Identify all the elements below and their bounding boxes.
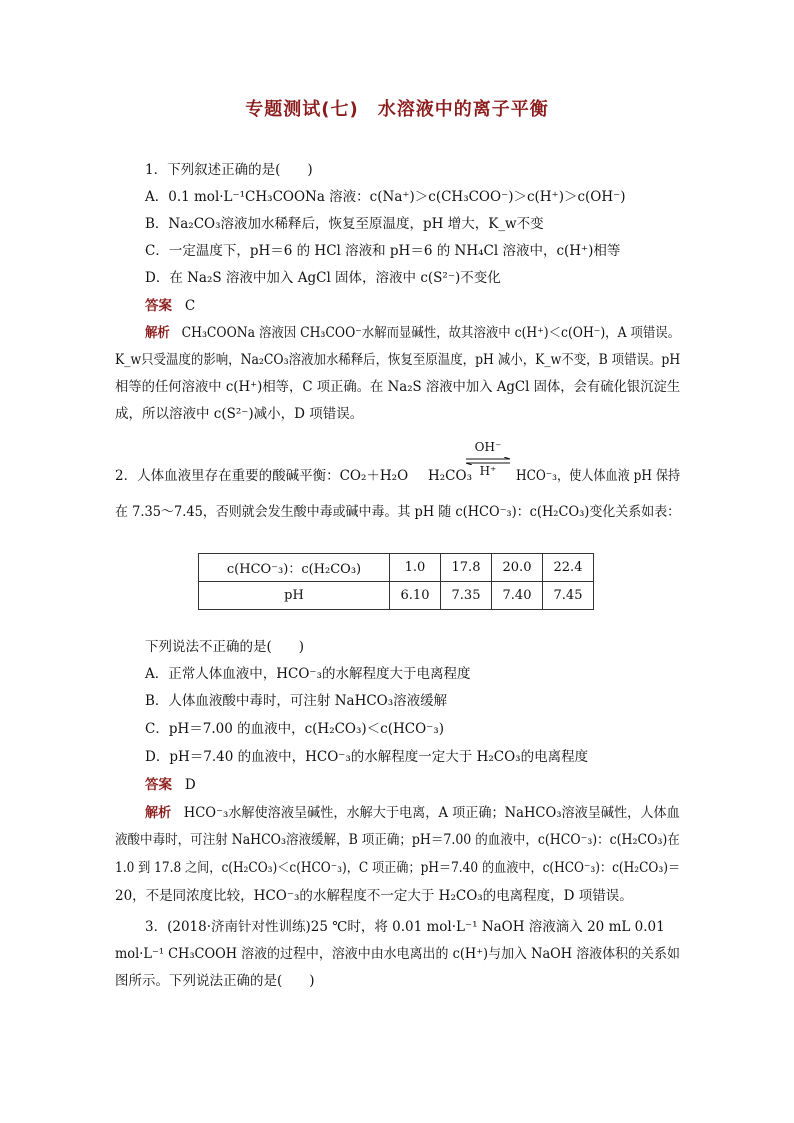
table-cell: 6.10 <box>390 582 441 610</box>
table-cell: 7.35 <box>441 582 492 610</box>
q2-option-a: A．正常人体血液中，HCO⁻₃的水解程度大于电离程度 <box>145 666 471 682</box>
q2-stem-line-1a: 2．人体血液里存在重要的酸碱平衡：CO₂＋H₂O <box>115 468 409 484</box>
q2-stem-line-3: 下列说法不正确的是( ) <box>145 639 305 655</box>
q1-stem: 1．下列叙述正确的是( ) <box>145 162 313 178</box>
q1-option-c: C．一定温度下，pH＝6 的 HCl 溶液和 pH＝6 的 NH₄Cl 溶液中，c(H⁺)相等 <box>145 243 621 259</box>
q1-analysis-line-2: K_w只受温度的影响，Na₂CO₃溶液加水稀释后，恢复至原温度，pH 减小，K_w不变，B 项错误。pH <box>115 352 681 368</box>
table-cell: 1.0 <box>390 554 441 582</box>
answer-label: 答案 <box>145 777 172 793</box>
q2-option-c: C．pH＝7.00 的血液中，c(H₂CO₃)＜c(HCO⁻₃) <box>145 721 444 737</box>
q2-option-b: B．人体血液酸中毒时，可注射 NaHCO₃溶液缓解 <box>145 693 448 709</box>
q3-stem-line-2: mol·L⁻¹ CH₃COOH 溶液的过程中，溶液中由水电离出的 c(H⁺)与加入 NaOH 溶液体积的关系如 <box>115 946 680 962</box>
q2-analysis-line-2: 液酸中毒时，可注射 NaHCO₃溶液缓解，B 项正确；pH＝7.00 的血液中，c(HCO⁻₃)：c(H₂CO₃)在 <box>115 832 680 848</box>
answer-label: 答案 <box>145 298 172 314</box>
q1-analysis-line-1 <box>145 323 680 343</box>
q1-answer <box>145 296 195 316</box>
table-cell: 20.0 <box>492 554 543 582</box>
arrow-bottom-label: H⁺ <box>479 464 497 478</box>
q3-stem-line-1: 3．(2018·济南针对性训练)25 ℃时，将 0.01 mol·L⁻¹ NaOH 溶液滴入 20 mL 0.01 <box>145 919 665 935</box>
page-title: 专题测试(七) 水溶液中的离子平衡 <box>245 99 549 120</box>
table-cell: 17.8 <box>441 554 492 582</box>
q2-stem-line-2: 在 7.35～7.45，否则就会发生酸中毒或碱中毒。其 pH 随 c(HCO⁻₃)：c(H₂CO₃)变化关系如表： <box>115 504 681 520</box>
answer-value: C <box>184 298 196 314</box>
table-header-ph: pH <box>199 582 390 610</box>
answer-value: D <box>184 777 196 793</box>
equilibrium-arrow <box>462 440 514 484</box>
q3-stem-line-3: 图所示。下列说法正确的是( ) <box>115 973 315 989</box>
q2-analysis-line-1 <box>145 803 680 823</box>
q2-analysis-line-3: 1.0 到 17.8 之间，c(H₂CO₃)＜c(HCO⁻₃)，C 项正确；pH＝7.40 的血液中，c(HCO⁻₃)：c(H₂CO₃)＝ <box>115 860 681 876</box>
q1-analysis-line-3: 相等的任何溶液中 c(H⁺)相等，C 项正确。在 Na₂S 溶液中加入 AgCl 固体，会有硫化银沉淀生 <box>115 379 681 395</box>
table-cell: 7.40 <box>492 582 543 610</box>
q1-option-b: B．Na₂CO₃溶液加水稀释后，恢复至原温度，pH 增大，K_w不变 <box>145 216 544 232</box>
analysis-text: CH₃COONa 溶液因 CH₃COO⁻水解而显碱性，故其溶液中 c(H⁺)＜c(OH⁻)，A 项错误。 <box>181 325 681 341</box>
q2-answer <box>145 775 196 795</box>
q2-stem-line-1b: H₂CO₃ <box>428 468 472 484</box>
table-row <box>199 582 594 610</box>
q1-option-a: A．0.1 mol·L⁻¹CH₃COONa 溶液：c(Na⁺)＞c(CH₃COO⁻)＞c(H⁺)＞c(OH⁻) <box>145 189 626 205</box>
q2-option-d: D．pH＝7.40 的血液中，HCO⁻₃的水解程度一定大于 H₂CO₃的电离程度 <box>145 749 589 765</box>
q2-stem-line-1c: HCO⁻₃，使人体血液 pH 保持 <box>516 468 681 484</box>
q2-analysis-line-4: 20，不是同浓度比较，HCO⁻₃的水解程度不一定大于 H₂CO₃的电离程度，D 项错误。 <box>115 888 633 904</box>
q1-analysis-line-4: 成，所以溶液中 c(S²⁻)减小，D 项错误。 <box>115 406 364 422</box>
analysis-label: 解析 <box>145 805 172 821</box>
table-header-ratio: c(HCO⁻₃)：c(H₂CO₃) <box>199 554 390 582</box>
table-row <box>199 554 594 582</box>
analysis-text: HCO⁻₃水解使溶液呈碱性，水解大于电离，A 项正确；NaHCO₃溶液呈碱性，人体血 <box>183 805 680 821</box>
table-cell: 22.4 <box>543 554 594 582</box>
ratio-ph-table <box>198 553 594 610</box>
arrow-top-label: OH⁻ <box>474 440 502 454</box>
analysis-label: 解析 <box>145 325 170 341</box>
table-cell: 7.45 <box>543 582 594 610</box>
q1-option-d: D．在 Na₂S 溶液中加入 AgCl 固体，溶液中 c(S²⁻)不变化 <box>145 270 501 286</box>
